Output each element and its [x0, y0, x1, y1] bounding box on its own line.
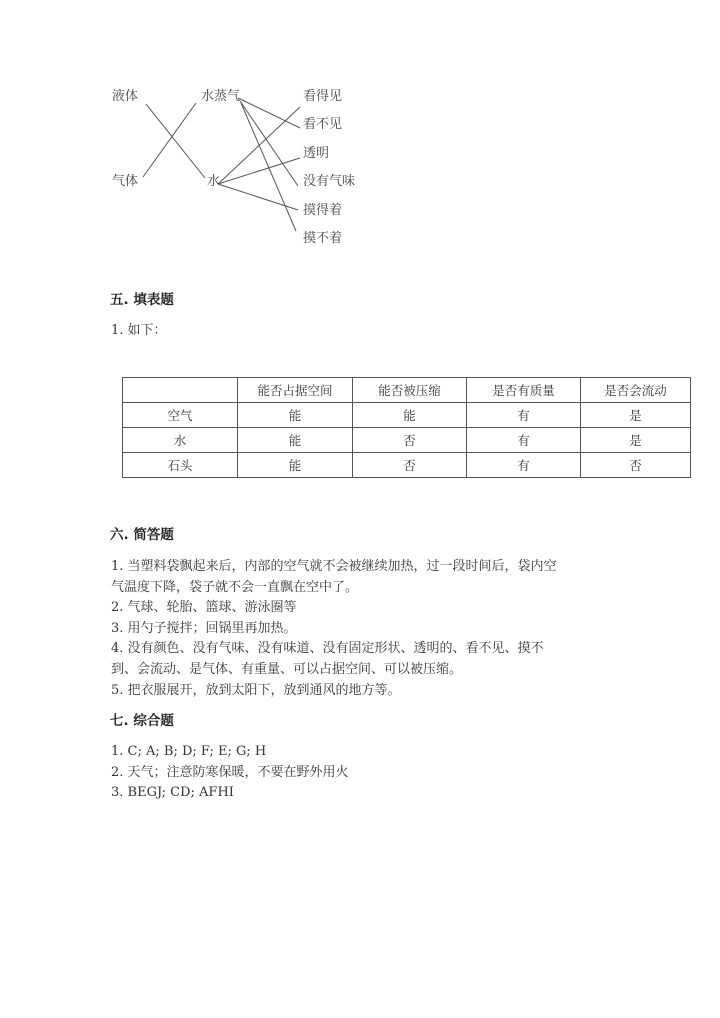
table-cell: 是 [581, 428, 691, 453]
answer-line: 到、会流动、是气体、有重量、可以占据空间、可以被压缩。 [111, 661, 463, 677]
table-cell: 能 [353, 403, 467, 428]
answer-line: 2. 气球、轮胎、篮球、游泳圈等 [111, 600, 297, 616]
diagram-node-touchable: 摸得着 [303, 203, 343, 218]
table-cell: 否 [353, 453, 467, 478]
table-row [123, 428, 691, 453]
section-6-answers [111, 557, 611, 701]
diagram-node-visible: 看得见 [303, 89, 343, 104]
answer-line: 2. 天气；注意防寒保暖，不要在野外用火 [111, 764, 349, 780]
diagram-node-odorless: 没有气味 [303, 174, 356, 189]
line-liquid-to-water [146, 104, 205, 178]
diagram-node-gas: 气体 [112, 174, 139, 189]
table-cell: 空气 [123, 403, 238, 428]
answer-line: 3. BEGJ; CD; AFHI [111, 785, 234, 801]
table-header-cell: 是否有质量 [467, 378, 581, 403]
diagram-node-invisible: 看不见 [303, 117, 343, 132]
section-7-title: 七. 综合题 [110, 713, 174, 729]
diagram-node-water-vapor: 水蒸气 [201, 89, 241, 104]
table-header-cell: 能否占据空间 [238, 378, 353, 403]
diagram-node-liquid: 液体 [112, 89, 139, 104]
answer-line: 1. 当塑料袋飘起来后，内部的空气就不会被继续加热，过一段时间后，袋内空 [111, 559, 557, 574]
line-water-to-visible [218, 107, 300, 184]
table-header-cell: 能否被压缩 [353, 378, 467, 403]
table-header-cell [123, 378, 238, 403]
line-gas-to-vapor [143, 103, 196, 177]
table-row [123, 453, 691, 478]
matching-diagram-lines [0, 0, 720, 260]
line-vapor-to-invisible [238, 98, 300, 128]
table-cell: 有 [467, 428, 581, 453]
properties-table [122, 377, 691, 478]
line-water-to-touchable [218, 184, 298, 210]
table-cell: 能 [238, 453, 353, 478]
table-header-cell: 是否会流动 [581, 378, 691, 403]
answer-line: 4. 没有颜色、没有气味、没有味道、没有固定形状、透明的、看不见、摸不 [111, 641, 544, 657]
answer-line: 1. C; A; B; D; F; E; G; H [111, 744, 267, 759]
section-6-title: 六. 简答题 [110, 527, 174, 543]
table-cell: 石头 [123, 453, 238, 478]
diagram-node-water: 水 [207, 174, 221, 189]
table-cell: 否 [353, 428, 467, 453]
answer-line: 气温度下降，袋子就不会一直飘在空中了。 [111, 579, 359, 595]
table-cell: 能 [238, 403, 353, 428]
diagram-node-transparent: 透明 [303, 146, 330, 161]
table-cell: 有 [467, 403, 581, 428]
table-row [123, 403, 691, 428]
table-cell: 有 [467, 453, 581, 478]
answer-line: 5. 把衣服展开，放到太阳下，放到通风的地方等。 [111, 682, 401, 698]
table-cell: 能 [238, 428, 353, 453]
table-cell: 否 [581, 453, 691, 478]
section-5-intro: 1. 如下： [111, 323, 167, 338]
table-cell: 水 [123, 428, 238, 453]
section-5-title: 五. 填表题 [110, 292, 174, 308]
table-header-row [123, 378, 691, 403]
line-vapor-to-odorless [240, 101, 298, 186]
table-cell: 是 [581, 403, 691, 428]
answer-line: 3. 用勺子搅拌；回锅里再加热。 [111, 620, 297, 636]
diagram-node-untouchable: 摸不着 [303, 231, 343, 246]
section-7-answers [111, 742, 611, 804]
